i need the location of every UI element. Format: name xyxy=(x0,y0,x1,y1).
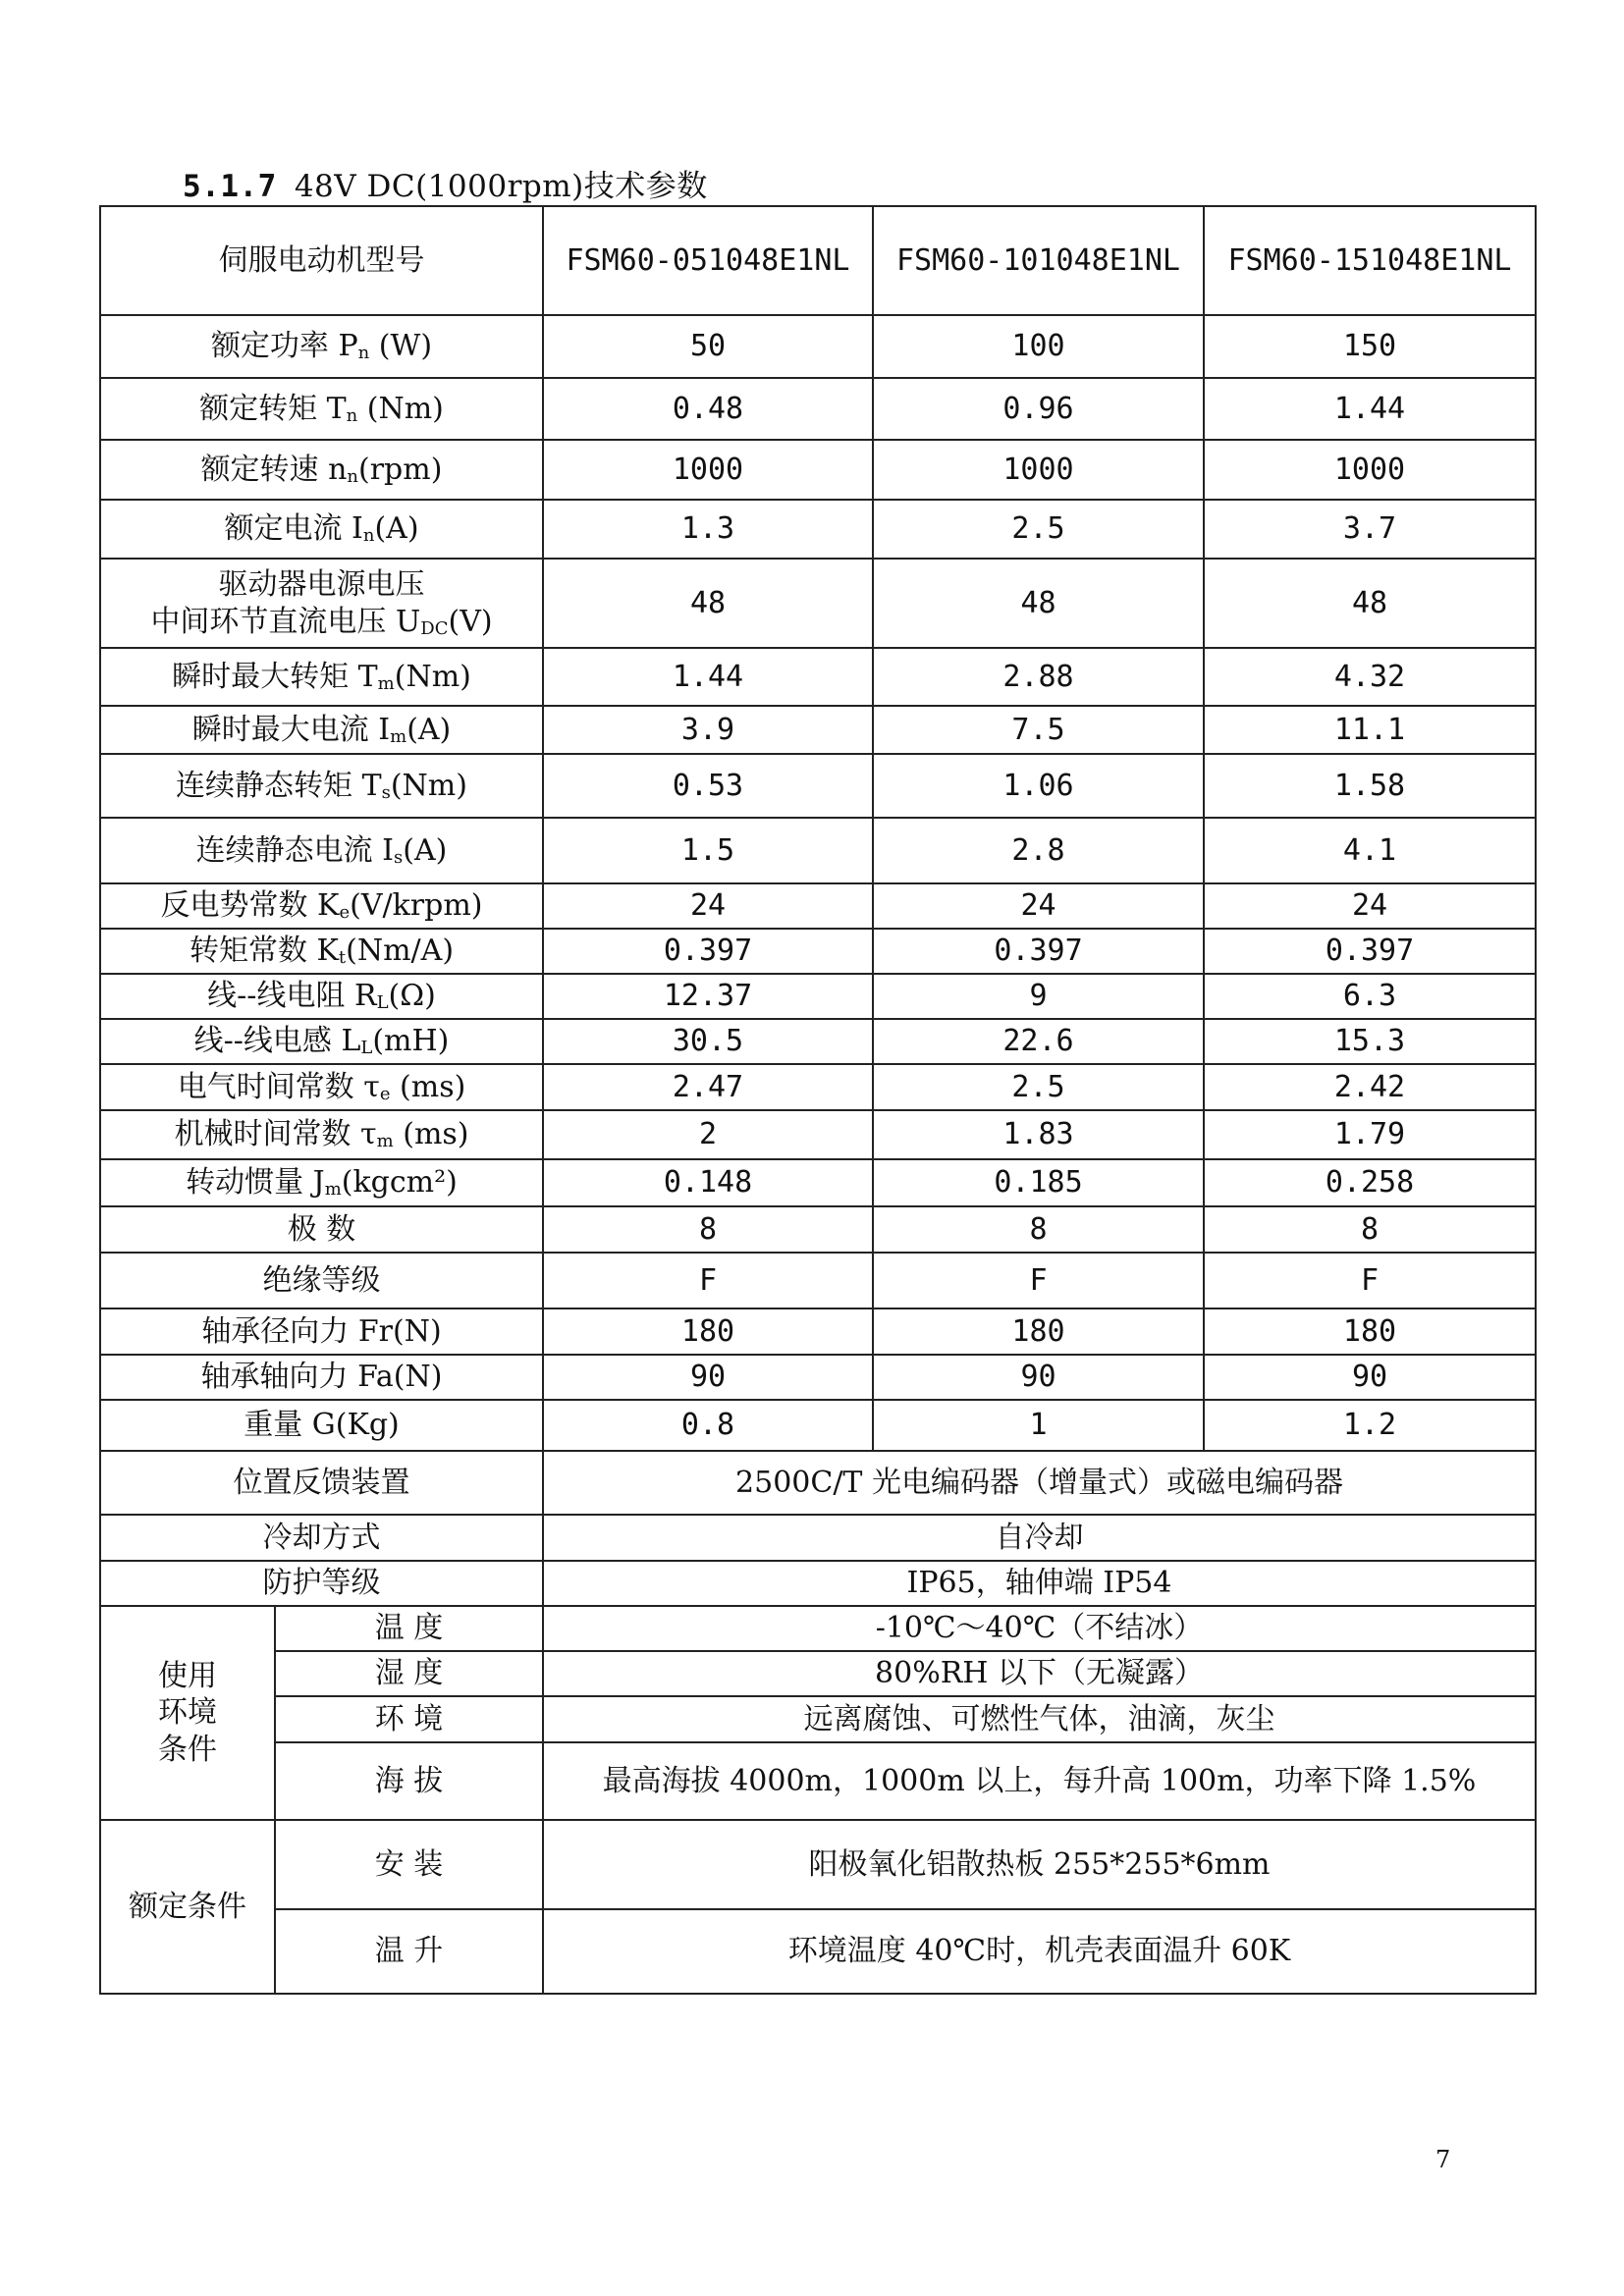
row-value: 1.5 xyxy=(543,818,873,883)
table-row xyxy=(100,929,1536,974)
table-row xyxy=(100,883,1536,929)
row-value: 4.1 xyxy=(1204,818,1536,883)
table-row xyxy=(100,1110,1536,1159)
row-value: 7.5 xyxy=(873,706,1204,754)
row-value: 90 xyxy=(873,1355,1204,1400)
row-value: 24 xyxy=(873,883,1204,929)
row-value-merged: 2500C/T 光电编码器（增量式）或磁电编码器 xyxy=(543,1451,1536,1515)
row-value: F xyxy=(873,1253,1204,1308)
row-label-line: 中间环节直流电压 $U_{DC}(V)$ xyxy=(150,604,493,639)
table-row xyxy=(100,1308,1536,1355)
rated-item-label: 安 装 xyxy=(275,1820,543,1909)
row-value: 48 xyxy=(1204,559,1536,648)
table-row xyxy=(100,500,1536,559)
spec-table xyxy=(99,205,1537,1995)
row-value: 150 xyxy=(1204,315,1536,378)
row-value: 0.8 xyxy=(543,1400,873,1451)
row-value: 48 xyxy=(873,559,1204,648)
table-row xyxy=(100,706,1536,754)
row-label: 瞬时最大转矩 $T_m(Nm)$ xyxy=(100,648,543,706)
table-row xyxy=(100,315,1536,378)
table-row xyxy=(100,1019,1536,1064)
table-row xyxy=(100,559,1536,648)
row-label: 防护等级 xyxy=(100,1561,543,1606)
env-item-label: 温 度 xyxy=(275,1606,543,1651)
row-value: 48 xyxy=(543,559,873,648)
section-number: 5.1.7 xyxy=(183,169,277,204)
row-value: 22.6 xyxy=(873,1019,1204,1064)
row-value: 1.58 xyxy=(1204,754,1536,818)
row-value: 8 xyxy=(873,1206,1204,1253)
row-value: 1.44 xyxy=(1204,378,1536,440)
table-row xyxy=(100,440,1536,500)
row-label: 位置反馈装置 xyxy=(100,1451,543,1515)
row-value: 3.9 xyxy=(543,706,873,754)
row-label: 转动惯量 $J_m(kgcm^2)$ xyxy=(100,1159,543,1206)
row-value: 8 xyxy=(1204,1206,1536,1253)
row-value-merged: IP65，轴伸端 IP54 xyxy=(543,1561,1536,1606)
row-value: 180 xyxy=(873,1308,1204,1355)
row-label: 重量 G(Kg) xyxy=(100,1400,543,1451)
row-value: 1.3 xyxy=(543,500,873,559)
merged-row xyxy=(100,1561,1536,1606)
row-value: 24 xyxy=(543,883,873,929)
row-label: 机械时间常数 $\tau_m$ (ms) xyxy=(100,1110,543,1159)
row-value: 100 xyxy=(873,315,1204,378)
row-value: 1000 xyxy=(543,440,873,500)
rated-item-label: 温 升 xyxy=(275,1909,543,1994)
table-row xyxy=(100,1064,1536,1110)
merged-row xyxy=(100,1515,1536,1561)
row-label: 额定转矩 $T_n$ (Nm) xyxy=(100,378,543,440)
row-value: 1.79 xyxy=(1204,1110,1536,1159)
env-item-label: 海 拔 xyxy=(275,1742,543,1820)
rated-group-label: 额定条件 xyxy=(100,1820,275,1994)
env-row xyxy=(100,1742,1536,1820)
row-value: 0.148 xyxy=(543,1159,873,1206)
row-label: 轴承径向力 Fr(N) xyxy=(100,1308,543,1355)
row-value-merged: 自冷却 xyxy=(543,1515,1536,1561)
env-row xyxy=(100,1651,1536,1696)
env-item-label: 湿 度 xyxy=(275,1651,543,1696)
row-value: 0.397 xyxy=(873,929,1204,974)
row-label: 额定转速 $n_n(rpm)$ xyxy=(100,440,543,500)
row-value: 9 xyxy=(873,974,1204,1019)
row-value: 2.5 xyxy=(873,1064,1204,1110)
row-label: 转矩常数 $K_t(Nm/A)$ xyxy=(100,929,543,974)
row-label: 连续静态电流 $I_s(A)$ xyxy=(100,818,543,883)
env-item-value: 最高海拔 4000m，1000m 以上，每升高 100m，功率下降 1.5% xyxy=(543,1742,1536,1820)
row-value: 24 xyxy=(1204,883,1536,929)
table-row xyxy=(100,1253,1536,1308)
row-value: 1000 xyxy=(1204,440,1536,500)
row-value: 12.37 xyxy=(543,974,873,1019)
row-label: 冷却方式 xyxy=(100,1515,543,1561)
row-value: 8 xyxy=(543,1206,873,1253)
row-value: 15.3 xyxy=(1204,1019,1536,1064)
row-value: F xyxy=(1204,1253,1536,1308)
row-label: 额定功率 $P_n$ (W) xyxy=(100,315,543,378)
row-value: 1.06 xyxy=(873,754,1204,818)
model-header-label: 伺服电动机型号 xyxy=(100,206,543,315)
merged-row xyxy=(100,1451,1536,1515)
row-value: 50 xyxy=(543,315,873,378)
row-label xyxy=(100,559,543,648)
row-label: 轴承轴向力 Fa(N) xyxy=(100,1355,543,1400)
table-row xyxy=(100,648,1536,706)
row-value: 6.3 xyxy=(1204,974,1536,1019)
row-value: 90 xyxy=(1204,1355,1536,1400)
row-label: 线--线电阻 $R_L(\Omega)$ xyxy=(100,974,543,1019)
row-label: 瞬时最大电流 $I_m(A)$ xyxy=(100,706,543,754)
rated-item-value: 环境温度 40℃时，机壳表面温升 60K xyxy=(543,1909,1536,1994)
env-item-value: 远离腐蚀、可燃性气体，油滴，灰尘 xyxy=(543,1696,1536,1742)
table-row xyxy=(100,1355,1536,1400)
page-number: 7 xyxy=(1435,2146,1451,2173)
row-label: 极 数 xyxy=(100,1206,543,1253)
header-row xyxy=(100,206,1536,315)
section-heading xyxy=(183,161,708,205)
row-value: 1 xyxy=(873,1400,1204,1451)
row-value: 30.5 xyxy=(543,1019,873,1064)
row-value: 180 xyxy=(543,1308,873,1355)
rated-row xyxy=(100,1820,1536,1909)
row-label: 绝缘等级 xyxy=(100,1253,543,1308)
row-value: 1.83 xyxy=(873,1110,1204,1159)
row-label: 连续静态转矩 $T_s(Nm)$ xyxy=(100,754,543,818)
model-name: FSM60-151048E1NL xyxy=(1204,206,1536,315)
row-value: 2.8 xyxy=(873,818,1204,883)
row-value: 0.48 xyxy=(543,378,873,440)
env-group-label: 使用 环境 条件 xyxy=(100,1606,275,1820)
row-value: 1000 xyxy=(873,440,1204,500)
section-title: 48V DC(1000rpm)技术参数 xyxy=(294,169,708,204)
model-name: FSM60-101048E1NL xyxy=(873,206,1204,315)
row-value: 90 xyxy=(543,1355,873,1400)
row-value: 1.44 xyxy=(543,648,873,706)
row-value: 2.47 xyxy=(543,1064,873,1110)
env-row xyxy=(100,1606,1536,1651)
row-value: 11.1 xyxy=(1204,706,1536,754)
rated-row xyxy=(100,1909,1536,1994)
rated-item-value: 阳极氧化铝散热板 255*255*6mm xyxy=(543,1820,1536,1909)
row-value: 0.53 xyxy=(543,754,873,818)
table-row xyxy=(100,1206,1536,1253)
table-row xyxy=(100,378,1536,440)
table-row xyxy=(100,1159,1536,1206)
env-item-value: 80%RH 以下（无凝露） xyxy=(543,1651,1536,1696)
model-name: FSM60-051048E1NL xyxy=(543,206,873,315)
row-label: 反电势常数 $K_e(V/krpm)$ xyxy=(100,883,543,929)
row-value: 3.7 xyxy=(1204,500,1536,559)
row-value: 0.397 xyxy=(543,929,873,974)
row-value: 0.258 xyxy=(1204,1159,1536,1206)
row-value: 1.2 xyxy=(1204,1400,1536,1451)
row-value: 180 xyxy=(1204,1308,1536,1355)
env-item-label: 环 境 xyxy=(275,1696,543,1742)
row-value: 4.32 xyxy=(1204,648,1536,706)
row-value: 2.42 xyxy=(1204,1064,1536,1110)
row-value: 2.88 xyxy=(873,648,1204,706)
env-item-value: -10℃～40℃（不结冰） xyxy=(543,1606,1536,1651)
table-row xyxy=(100,1400,1536,1451)
row-value: 0.397 xyxy=(1204,929,1536,974)
env-row xyxy=(100,1696,1536,1742)
row-label-line: 驱动器电源电压 xyxy=(218,567,425,602)
row-value: 0.96 xyxy=(873,378,1204,440)
row-label: 额定电流 $I_n(A)$ xyxy=(100,500,543,559)
row-label: 电气时间常数 $\tau_e$ (ms) xyxy=(100,1064,543,1110)
row-value: 2 xyxy=(543,1110,873,1159)
row-value: 0.185 xyxy=(873,1159,1204,1206)
row-value: F xyxy=(543,1253,873,1308)
table-row xyxy=(100,818,1536,883)
row-label: 线--线电感 $L_L(mH)$ xyxy=(100,1019,543,1064)
table-row xyxy=(100,754,1536,818)
row-value: 2.5 xyxy=(873,500,1204,559)
table-row xyxy=(100,974,1536,1019)
